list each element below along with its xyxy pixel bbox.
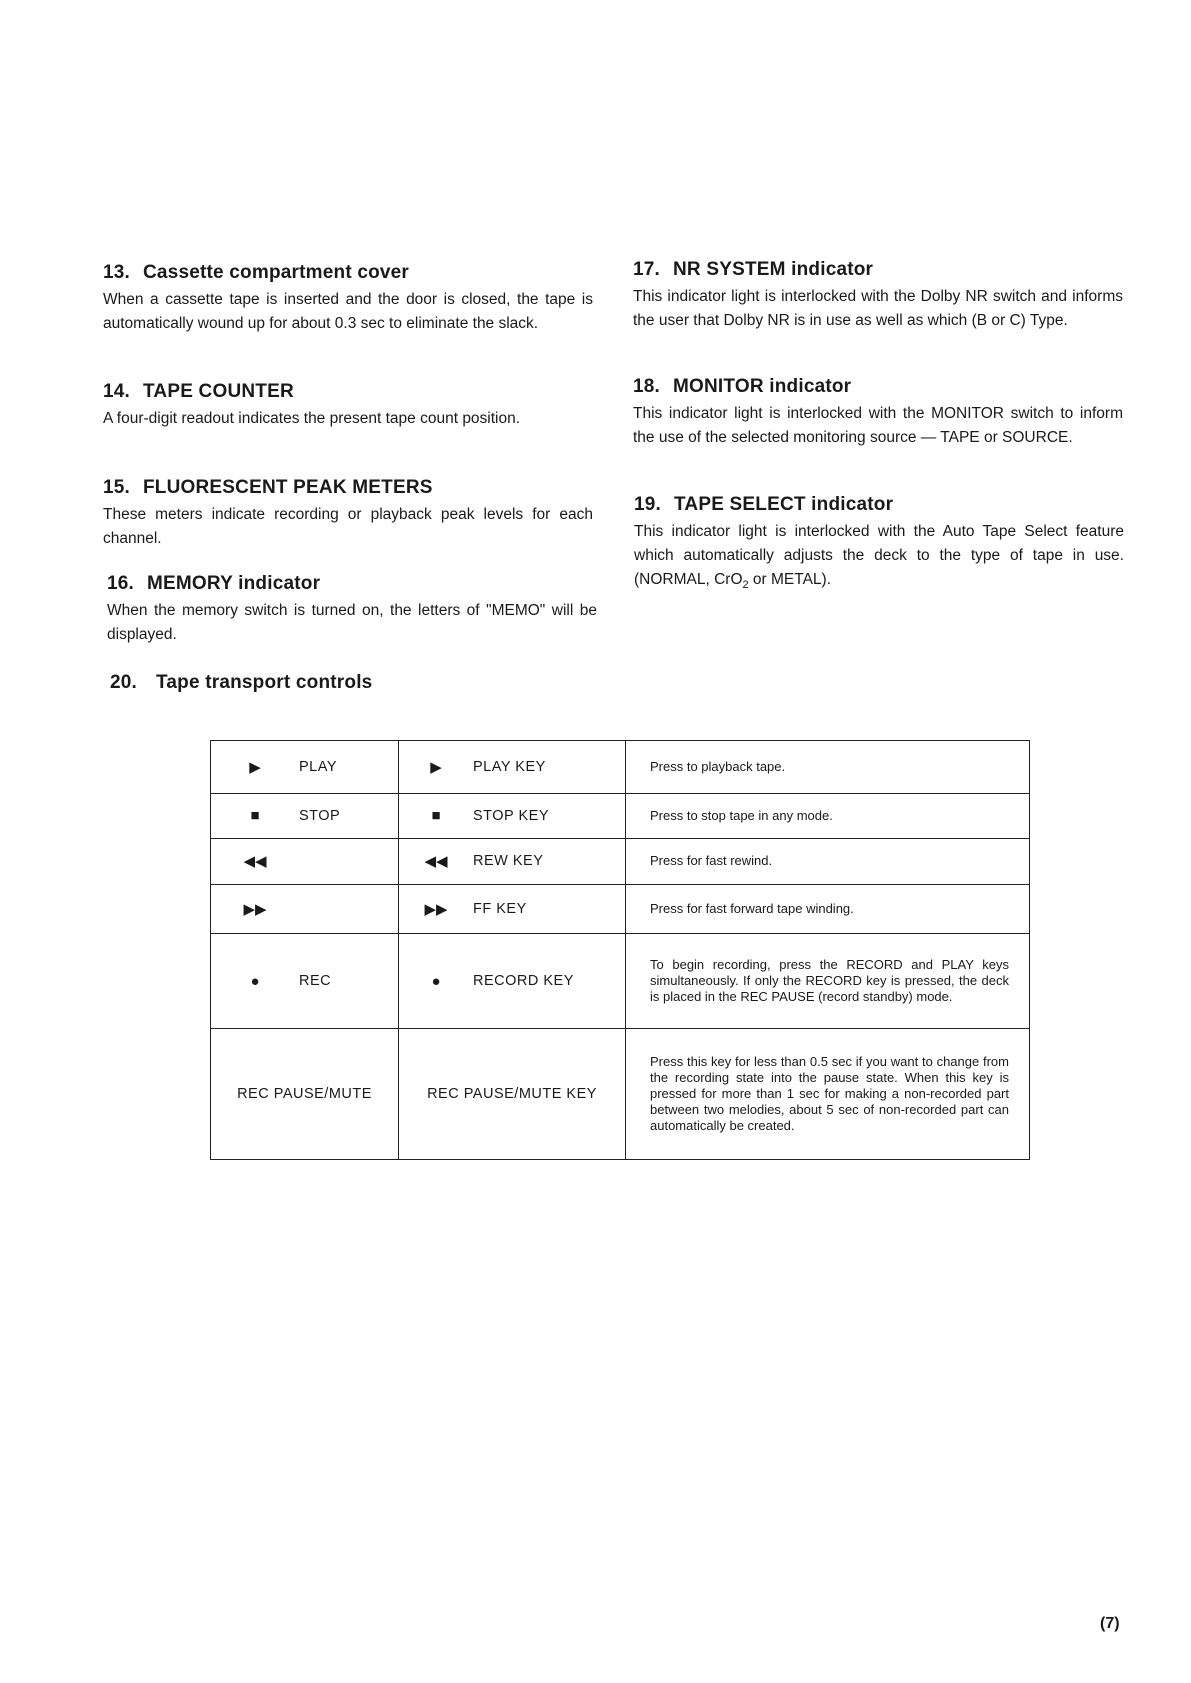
- section-title: NR SYSTEM indicator: [673, 259, 874, 280]
- key-name-cell: [399, 933, 626, 1029]
- key-name-cell: [399, 1029, 626, 1160]
- key-name-cell: [399, 884, 626, 933]
- section-18: [633, 376, 1123, 450]
- section-title: TAPE SELECT indicator: [674, 494, 894, 515]
- transport-symbol-icon: ■: [250, 807, 260, 825]
- section-body: When a cassette tape is inserted and the door is closed, the tape is automatically wound up for about 0.3 sec to eliminate the slack.: [103, 291, 593, 332]
- panel-indicator-cell: [211, 1029, 399, 1160]
- transport-symbol-icon: ◀◀: [243, 853, 267, 871]
- panel-indicator-label: PLAY: [299, 759, 338, 775]
- table-row: [211, 1029, 1030, 1160]
- section-body: When the memory switch is turned on, the letters of "MEMO" will be displayed.: [107, 602, 597, 643]
- section-number: 17.: [633, 259, 661, 280]
- key-label: REC PAUSE/MUTE KEY: [427, 1086, 597, 1103]
- transport-symbol-icon: ▶▶: [243, 900, 267, 918]
- key-name-cell: [399, 838, 626, 884]
- section-title: FLUORESCENT PEAK METERS: [143, 477, 433, 498]
- table-row: [211, 794, 1030, 839]
- panel-indicator-label: STOP: [299, 807, 341, 824]
- table-row: [211, 933, 1030, 1029]
- section-heading: [110, 672, 600, 694]
- key-label: PLAY KEY: [473, 759, 546, 775]
- section-14: [103, 381, 593, 431]
- section-body: This indicator light is interlocked with the Auto Tape Select feature which automatically adjusts the deck to the type of tape in use. (NORMAL, CrO$_2$ or METAL).: [634, 523, 1124, 592]
- section-heading: [103, 381, 593, 403]
- key-symbol-icon: ▶: [430, 759, 442, 776]
- section-title: Tape transport controls: [156, 672, 373, 693]
- section-number: 15.: [103, 477, 131, 498]
- section-number: 16.: [107, 573, 135, 594]
- key-symbol-icon: ◀◀: [424, 853, 448, 871]
- key-label: FF KEY: [473, 900, 527, 917]
- description-cell: Press to playback tape.: [626, 741, 1030, 794]
- description-cell: Press to stop tape in any mode.: [626, 794, 1030, 839]
- section-heading: [107, 573, 597, 595]
- section-number: 20.: [110, 672, 138, 693]
- panel-indicator-cell: [211, 933, 399, 1029]
- section-20: [110, 672, 600, 698]
- panel-indicator-cell: [211, 838, 399, 884]
- section-number: 19.: [634, 494, 662, 515]
- key-label: STOP KEY: [473, 807, 549, 824]
- section-title: MONITOR indicator: [673, 376, 852, 397]
- panel-indicator-cell: [211, 794, 399, 839]
- page-number: (7): [1100, 1615, 1120, 1632]
- description-cell: Press this key for less than 0.5 sec if you want to change from the recording state into the pause state. When this key is pressed for more than 1 sec for making a non-recorded part between two melodies, about 5 sec of non-recorded part can automatically be created.: [626, 1029, 1030, 1160]
- key-label: RECORD KEY: [473, 973, 574, 990]
- panel-indicator-cell: [211, 884, 399, 933]
- transport-symbol-icon: ▶: [249, 759, 261, 776]
- panel-indicator-cell: [211, 741, 399, 794]
- section-number: 13.: [103, 262, 131, 283]
- key-symbol-icon: ▶▶: [424, 900, 448, 918]
- section-body: A four-digit readout indicates the present tape count position.: [103, 410, 521, 427]
- panel-indicator-label: REC: [299, 973, 332, 990]
- section-number: 18.: [633, 376, 661, 397]
- section-body: This indicator light is interlocked with the MONITOR switch to inform the use of the selected monitoring source — TAPE or SOURCE.: [633, 405, 1123, 446]
- key-name-cell: [399, 794, 626, 839]
- section-title: TAPE COUNTER: [143, 381, 294, 402]
- section-15: [103, 477, 593, 551]
- section-13: [103, 262, 593, 336]
- table-row: [211, 884, 1030, 933]
- key-label: REW KEY: [473, 853, 544, 870]
- key-name-cell: [399, 741, 626, 794]
- transport-symbol-icon: ●: [250, 972, 260, 990]
- description-cell: To begin recording, press the RECORD and PLAY keys simultaneously. If only the RECORD key is pressed, the deck is placed in the REC PAUSE (record standby) mode.: [626, 933, 1030, 1029]
- description-cell: Press for fast rewind.: [626, 838, 1030, 884]
- key-symbol-icon: ●: [431, 972, 441, 990]
- section-16: [107, 573, 597, 647]
- section-heading: [634, 494, 1124, 516]
- section-heading: [103, 262, 593, 284]
- description-cell: Press for fast forward tape winding.: [626, 884, 1030, 933]
- section-heading: [633, 376, 1123, 398]
- section-title: Cassette compartment cover: [143, 262, 410, 283]
- section-17: [633, 259, 1123, 333]
- section-heading: [103, 477, 593, 499]
- table-row: [211, 838, 1030, 884]
- section-title: MEMORY indicator: [147, 573, 321, 594]
- tape-transport-controls-table: [210, 740, 1030, 1160]
- section-body: These meters indicate recording or playback peak levels for each channel.: [103, 506, 593, 547]
- section-19: [634, 494, 1124, 597]
- key-symbol-icon: ■: [431, 807, 441, 825]
- section-body: This indicator light is interlocked with the Dolby NR switch and informs the user that Dolby NR is in use as well as which (B or C) Type.: [633, 288, 1123, 329]
- section-heading: [633, 259, 1123, 281]
- section-number: 14.: [103, 381, 131, 402]
- panel-indicator-label: REC PAUSE/MUTE: [237, 1086, 372, 1103]
- table-row: [211, 741, 1030, 794]
